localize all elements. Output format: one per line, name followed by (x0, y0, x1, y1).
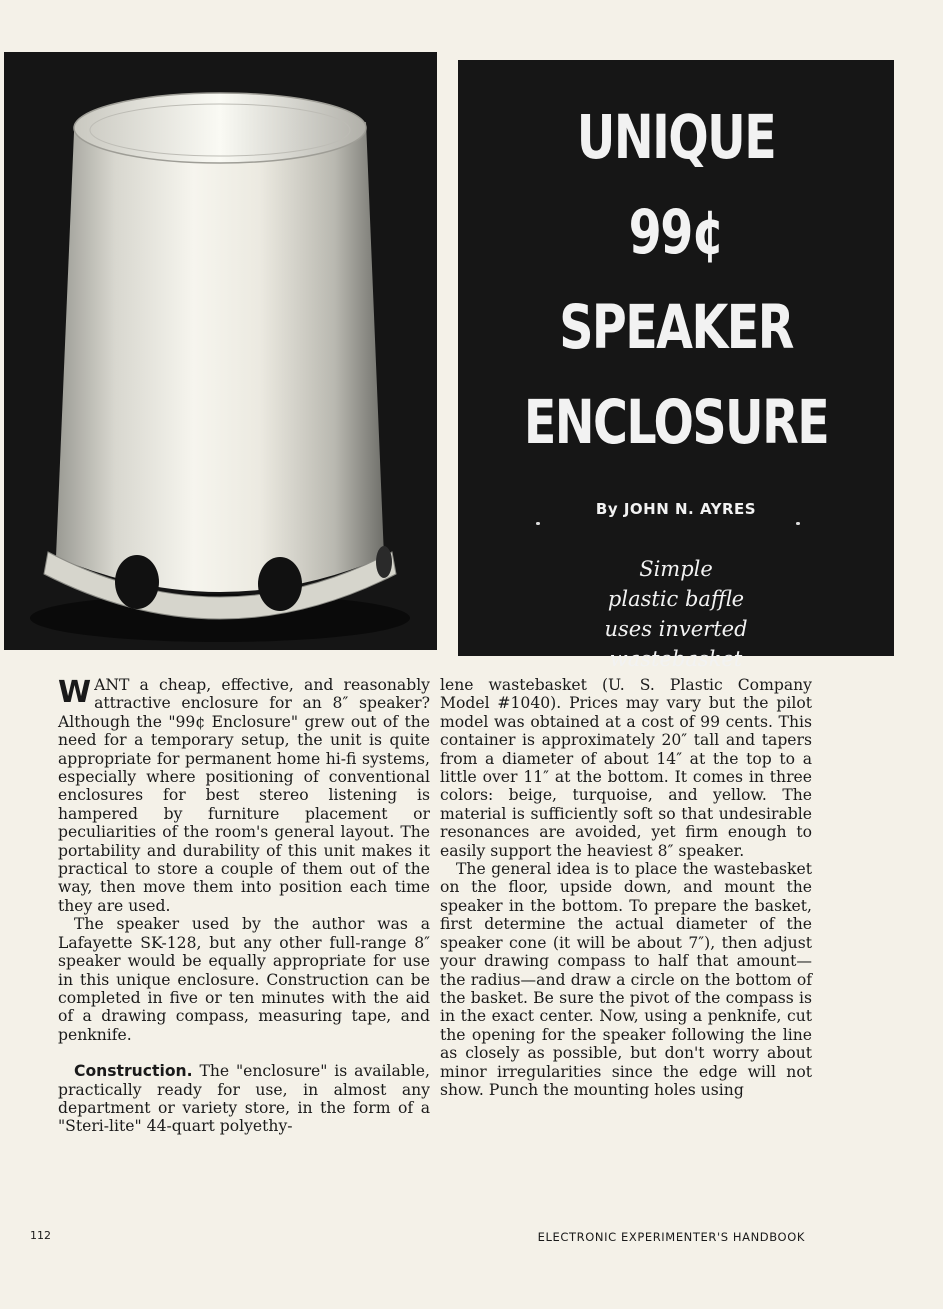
paragraph-text: The "enclosure" is available, practically ready for use, in almost any department or variety store, in the form of a "Steri-lite" 44-quart polyethy- (58, 1062, 430, 1136)
drop-cap: W (58, 675, 92, 710)
print-speck (536, 522, 540, 525)
title-line: 99¢ (628, 197, 724, 268)
paragraph (58, 676, 430, 915)
paragraph: lene wastebasket (U. S. Plastic Company Model #1040). Prices may vary but the pilot model was obtained at a cost of 99 cents. This container is approximately 20″ tall and tapers from a diameter of about 14″ at the top to a little over 11″ at the bottom. It comes in three colors: beige, turquoise, and yellow. The material is sufficiently soft so that undesirable resonances are avoided, yet firm enough to easily support the heaviest 8″ speaker. (440, 676, 812, 860)
title-line: UNIQUE (576, 102, 776, 173)
running-footer: ELECTRONIC EXPERIMENTER'S HANDBOOK (537, 1230, 805, 1244)
subtitle-line: wastebasket (609, 647, 743, 671)
subtitle-line: Simple (639, 557, 713, 581)
inverted-wastebasket-speaker-photo (4, 52, 437, 650)
paragraph: The speaker used by the author was a Lafayette SK-128, but any other full-range 8″ speaker would be equally appropriate for use in this unique enclosure. Construction can be completed in five or ten minutes with the aid of a drawing compass, measuring tape, and penknife. (58, 915, 430, 1044)
paragraph: The general idea is to place the wastebasket on the floor, upside down, and mount the speaker in the bottom. To prepare the basket, first determine the actual diameter of the speaker cone (it will be about 7″), then adjust your drawing compass to half that amount—the radius—and draw a circle on the bottom of the basket. Be sure the pivot of the compass is in the exact center. Now, using a penknife, cut the opening for the speaker following the line as closely as possible, but don't worry about minor irregularities since the edge will not show. Punch the mounting holes using (440, 860, 812, 1099)
article-title (458, 90, 894, 470)
subtitle (458, 554, 894, 674)
body-column-right (440, 676, 812, 1099)
print-speck (796, 522, 800, 525)
byline: By JOHN N. AYRES (595, 500, 757, 518)
paragraph-text: ANT a cheap, effective, and reasonably attractive enclosure for an 8″ speaker? Although the "99¢ Enclosure" grew out of the need for a temporary setup, the unit is quite appropriate for permanent home hi-fi systems, especially where positioning of conventional enclosures for best stereo listening is hampered by furniture placement or peculiarities of the room's general layout. The portability and durability of this unit makes it practical to store a couple of them out of the way, then move them into position each time they are used. (58, 676, 430, 915)
subtitle-line: uses inverted (604, 617, 748, 641)
article-photo (4, 52, 437, 650)
title-panel (458, 60, 894, 671)
body-column-left (58, 676, 430, 1136)
title-line: ENCLOSURE (523, 387, 829, 458)
title-line: SPEAKER (559, 292, 793, 363)
page-number: 112 (30, 1229, 51, 1242)
paragraph (58, 1062, 430, 1136)
section-heading: Construction. (74, 1062, 193, 1081)
subtitle-line: plastic baffle (607, 587, 745, 611)
